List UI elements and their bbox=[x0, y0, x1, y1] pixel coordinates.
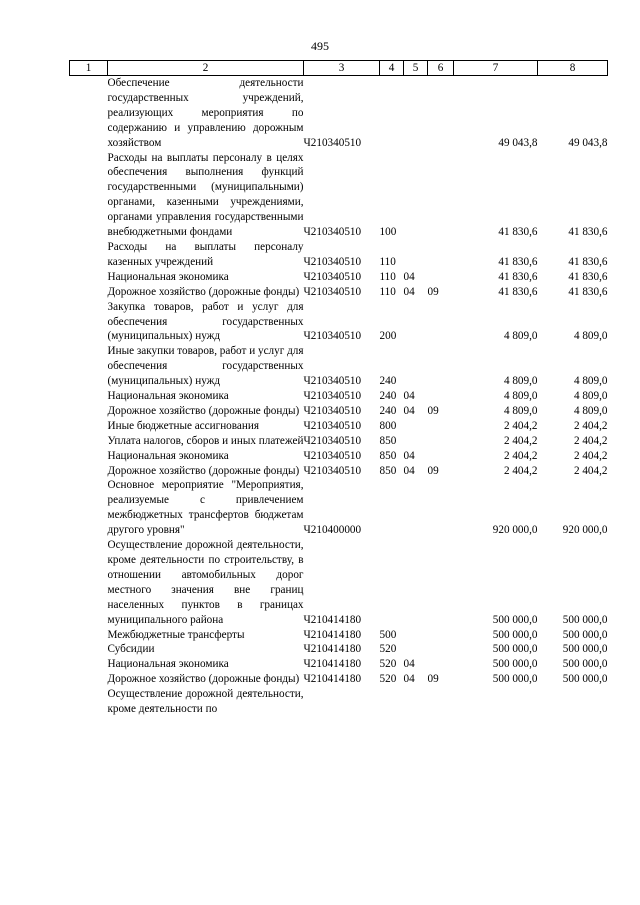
target-article-code: Ч210414180 bbox=[303, 658, 362, 671]
row-description: Основное мероприятие "Мероприятия, реализуемые с привлечением межбюджетных трансфертов бюджетам другого уровня" bbox=[107, 479, 304, 537]
target-article-code: Ч210340510 bbox=[303, 434, 362, 447]
table-row bbox=[70, 240, 608, 270]
amount-column-7: 500 000,0 bbox=[492, 658, 538, 671]
target-article-code: Ч210414180 bbox=[303, 613, 362, 626]
row-description: Иные закупки товаров, работ и услуг для обеспечения государственных (муниципальных) нужд bbox=[107, 345, 304, 388]
page-number: 495 bbox=[311, 39, 329, 53]
row-description: Осуществление дорожной деятельности, кроме деятельности по bbox=[107, 688, 304, 716]
table-row bbox=[70, 672, 608, 687]
table-row bbox=[70, 389, 608, 404]
empty-cell bbox=[70, 687, 108, 717]
section-code: 04 bbox=[403, 390, 415, 403]
row-description: Расходы на выплаты персоналу в целях обеспечения выполнения функций государственными (муниципальными) органами, казенными учреждениями, органами управления государственными внебюджетными фондами bbox=[107, 151, 304, 239]
expense-type-code: 520 bbox=[379, 643, 397, 656]
amount-column-7: 500 000,0 bbox=[492, 613, 538, 626]
section-code bbox=[404, 300, 428, 345]
expense-type-code: 850 bbox=[379, 434, 397, 447]
section-code bbox=[404, 687, 428, 717]
column-header: 7 bbox=[454, 61, 538, 76]
empty-cell bbox=[70, 628, 108, 643]
amount-column-7: 500 000,0 bbox=[492, 628, 538, 641]
subsection-code bbox=[428, 628, 454, 643]
target-article-code: Ч210340510 bbox=[303, 419, 362, 432]
target-article-code: Ч210400000 bbox=[303, 524, 362, 537]
amount-column-8: 2 404,2 bbox=[573, 434, 608, 447]
subsection-code bbox=[428, 300, 454, 345]
target-article-code: Ч210340510 bbox=[303, 285, 362, 298]
table-row bbox=[70, 464, 608, 479]
amount-column-8: 4 809,0 bbox=[573, 404, 608, 417]
amount-column-7: 4 809,0 bbox=[503, 390, 538, 403]
table-row bbox=[70, 300, 608, 345]
empty-cell bbox=[70, 344, 108, 389]
section-code bbox=[404, 151, 428, 240]
column-header: 3 bbox=[304, 61, 380, 76]
subsection-code: 09 bbox=[427, 404, 439, 417]
row-description: Межбюджетные трансферты bbox=[107, 628, 245, 641]
amount-column-7: 41 830,6 bbox=[498, 226, 538, 239]
amount-column-7: 2 404,2 bbox=[503, 434, 538, 447]
table-row bbox=[70, 628, 608, 643]
empty-cell bbox=[70, 657, 108, 672]
empty-cell bbox=[70, 449, 108, 464]
subsection-code bbox=[428, 538, 454, 627]
empty-cell bbox=[70, 300, 108, 345]
row-description: Дорожное хозяйство (дорожные фонды) bbox=[107, 285, 300, 298]
subsection-code bbox=[428, 687, 454, 717]
table-body bbox=[70, 76, 608, 717]
table-row bbox=[70, 642, 608, 657]
target-article-code: Ч210340510 bbox=[303, 375, 362, 388]
amount-column-8: 41 830,6 bbox=[568, 285, 608, 298]
amount-column-7: 2 404,2 bbox=[503, 419, 538, 432]
expense-type-code: 100 bbox=[379, 226, 397, 239]
section-code bbox=[404, 240, 428, 270]
empty-cell bbox=[70, 538, 108, 627]
row-description: Дорожное хозяйство (дорожные фонды) bbox=[107, 673, 300, 686]
row-description: Обеспечение деятельности государственных учреждений, реализующих мероприятия по содержанию и управлению дорожным хозяйством bbox=[107, 77, 304, 149]
expense-type-code: 110 bbox=[379, 255, 396, 268]
row-description: Национальная экономика bbox=[107, 658, 229, 671]
row-description: Национальная экономика bbox=[107, 390, 229, 403]
amount-column-8: 500 000,0 bbox=[562, 658, 608, 671]
amount-column-7: 920 000,0 bbox=[492, 524, 538, 537]
expense-type-code: 850 bbox=[379, 464, 397, 477]
empty-cell bbox=[70, 76, 108, 151]
column-header: 4 bbox=[380, 61, 404, 76]
subsection-code bbox=[428, 76, 454, 151]
subsection-code bbox=[428, 151, 454, 240]
amount-column-7: 49 043,8 bbox=[498, 136, 538, 149]
row-description: Дорожное хозяйство (дорожные фонды) bbox=[107, 404, 300, 417]
column-header: 8 bbox=[538, 61, 608, 76]
table-row bbox=[70, 449, 608, 464]
amount-column-8: 2 404,2 bbox=[573, 464, 608, 477]
target-article-code: Ч210414180 bbox=[303, 628, 362, 641]
expense-type-code: 240 bbox=[379, 375, 397, 388]
amount-column-8: 41 830,6 bbox=[568, 255, 608, 268]
amount-column-8: 4 809,0 bbox=[573, 390, 608, 403]
empty-cell bbox=[70, 240, 108, 270]
target-article-code: Ч210340510 bbox=[303, 464, 362, 477]
section-code: 04 bbox=[403, 673, 415, 686]
empty-cell bbox=[70, 464, 108, 479]
target-article-code: Ч210414180 bbox=[303, 673, 362, 686]
table-row bbox=[70, 285, 608, 300]
budget-table bbox=[69, 60, 608, 717]
section-code: 04 bbox=[403, 270, 415, 283]
amount-column-7: 41 830,6 bbox=[498, 285, 538, 298]
expense-type-code: 240 bbox=[379, 404, 397, 417]
column-header: 5 bbox=[404, 61, 428, 76]
amount-column-7: 500 000,0 bbox=[492, 673, 538, 686]
amount-column-7 bbox=[454, 687, 538, 717]
subsection-code bbox=[428, 449, 454, 464]
row-description: Дорожное хозяйство (дорожные фонды) bbox=[107, 464, 300, 477]
amount-column-7: 2 404,2 bbox=[503, 449, 538, 462]
section-code: 04 bbox=[403, 449, 415, 462]
section-code: 04 bbox=[403, 285, 415, 298]
row-description: Национальная экономика bbox=[107, 270, 229, 283]
expense-type-code bbox=[380, 687, 404, 717]
target-article-code: Ч210340510 bbox=[303, 226, 362, 239]
column-header: 2 bbox=[108, 61, 304, 76]
amount-column-7: 41 830,6 bbox=[498, 270, 538, 283]
empty-cell bbox=[70, 404, 108, 419]
amount-column-8: 500 000,0 bbox=[562, 628, 608, 641]
expense-type-code bbox=[380, 478, 404, 538]
amount-column-8: 500 000,0 bbox=[562, 643, 608, 656]
section-code: 04 bbox=[403, 658, 415, 671]
target-article-code: Ч210340510 bbox=[303, 390, 362, 403]
target-article-code: Ч210340510 bbox=[303, 255, 362, 268]
row-description: Национальная экономика bbox=[107, 449, 229, 462]
amount-column-7: 41 830,6 bbox=[498, 255, 538, 268]
expense-type-code: 850 bbox=[379, 449, 397, 462]
target-article-code: Ч210340510 bbox=[303, 136, 362, 149]
column-header: 6 bbox=[428, 61, 454, 76]
subsection-code bbox=[428, 389, 454, 404]
expense-type-code: 110 bbox=[379, 270, 396, 283]
row-description: Уплата налогов, сборов и иных платежей bbox=[107, 434, 304, 447]
expense-type-code: 200 bbox=[379, 330, 397, 343]
subsection-code: 09 bbox=[427, 464, 439, 477]
empty-cell bbox=[70, 151, 108, 240]
expense-type-code bbox=[380, 76, 404, 151]
row-description: Закупка товаров, работ и услуг для обеспечения государственных (муниципальных) нужд bbox=[107, 300, 304, 343]
empty-cell bbox=[70, 478, 108, 538]
subsection-code bbox=[428, 344, 454, 389]
empty-cell bbox=[70, 270, 108, 285]
subsection-code bbox=[428, 642, 454, 657]
row-description: Осуществление дорожной деятельности, кроме деятельности по строительству, в отношении автомобильных дорог местного значения вне границ населенных пунктов в границах муниципального района bbox=[107, 539, 304, 626]
expense-type-code: 240 bbox=[379, 390, 397, 403]
table-row bbox=[70, 687, 608, 717]
expense-type-code: 500 bbox=[379, 628, 397, 641]
row-description: Субсидии bbox=[107, 643, 155, 656]
expense-type-code: 110 bbox=[379, 285, 396, 298]
amount-column-8: 49 043,8 bbox=[568, 136, 608, 149]
target-article-code bbox=[304, 687, 380, 717]
table-row bbox=[70, 344, 608, 389]
amount-column-8 bbox=[538, 687, 608, 717]
section-code bbox=[404, 478, 428, 538]
empty-cell bbox=[70, 642, 108, 657]
amount-column-8: 500 000,0 bbox=[562, 673, 608, 686]
section-code bbox=[404, 642, 428, 657]
amount-column-7: 4 809,0 bbox=[503, 330, 538, 343]
target-article-code: Ч210340510 bbox=[303, 270, 362, 283]
amount-column-8: 4 809,0 bbox=[573, 375, 608, 388]
target-article-code: Ч210340510 bbox=[303, 404, 362, 417]
amount-column-7: 500 000,0 bbox=[492, 643, 538, 656]
table-row bbox=[70, 434, 608, 449]
empty-cell bbox=[70, 419, 108, 434]
target-article-code: Ч210340510 bbox=[303, 449, 362, 462]
section-code bbox=[404, 419, 428, 434]
amount-column-8: 4 809,0 bbox=[573, 330, 608, 343]
section-code bbox=[404, 344, 428, 389]
subsection-code: 09 bbox=[427, 285, 439, 298]
section-code bbox=[404, 628, 428, 643]
amount-column-8: 2 404,2 bbox=[573, 449, 608, 462]
empty-cell bbox=[70, 672, 108, 687]
table-header-row bbox=[70, 61, 608, 76]
row-description: Расходы на выплаты персоналу казенных учреждений bbox=[107, 240, 304, 268]
empty-cell bbox=[70, 434, 108, 449]
section-code: 04 bbox=[403, 404, 415, 417]
amount-column-7: 4 809,0 bbox=[503, 375, 538, 388]
table-row bbox=[70, 270, 608, 285]
expense-type-code: 520 bbox=[379, 658, 397, 671]
section-code bbox=[404, 538, 428, 627]
amount-column-7: 4 809,0 bbox=[503, 404, 538, 417]
subsection-code bbox=[428, 478, 454, 538]
amount-column-8: 920 000,0 bbox=[562, 524, 608, 537]
subsection-code bbox=[428, 240, 454, 270]
amount-column-7: 2 404,2 bbox=[503, 464, 538, 477]
amount-column-8: 41 830,6 bbox=[568, 226, 608, 239]
subsection-code bbox=[428, 657, 454, 672]
table-row bbox=[70, 478, 608, 538]
table-row bbox=[70, 538, 608, 627]
amount-column-8: 41 830,6 bbox=[568, 270, 608, 283]
column-header: 1 bbox=[70, 61, 108, 76]
amount-column-8: 2 404,2 bbox=[573, 419, 608, 432]
section-code bbox=[404, 76, 428, 151]
subsection-code: 09 bbox=[427, 673, 439, 686]
target-article-code: Ч210340510 bbox=[303, 330, 362, 343]
expense-type-code: 520 bbox=[379, 673, 397, 686]
table-row bbox=[70, 419, 608, 434]
table-row bbox=[70, 76, 608, 151]
table-row bbox=[70, 404, 608, 419]
empty-cell bbox=[70, 389, 108, 404]
expense-type-code: 800 bbox=[379, 419, 397, 432]
empty-cell bbox=[70, 285, 108, 300]
expense-type-code bbox=[380, 538, 404, 627]
subsection-code bbox=[428, 434, 454, 449]
subsection-code bbox=[428, 419, 454, 434]
target-article-code: Ч210414180 bbox=[303, 643, 362, 656]
section-code bbox=[404, 434, 428, 449]
row-description: Иные бюджетные ассигнования bbox=[107, 419, 259, 432]
table-row bbox=[70, 151, 608, 240]
subsection-code bbox=[428, 270, 454, 285]
amount-column-8: 500 000,0 bbox=[562, 613, 608, 626]
table-row bbox=[70, 657, 608, 672]
section-code: 04 bbox=[403, 464, 415, 477]
